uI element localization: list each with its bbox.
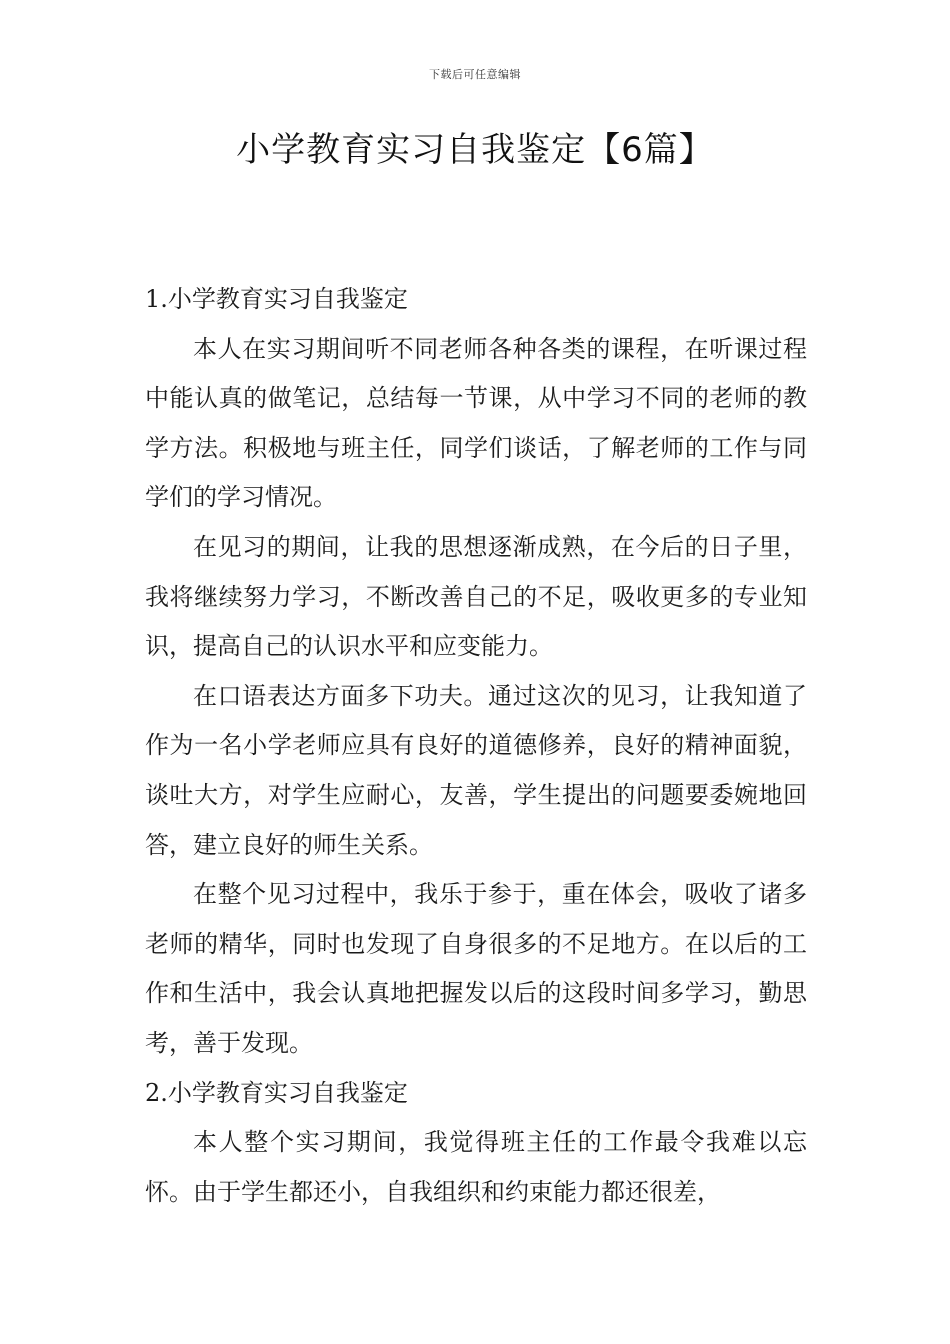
header-watermark: 下载后可任意编辑: [429, 68, 521, 81]
section-1: [145, 275, 807, 1069]
paragraph: 本人在实习期间听不同老师各种各类的课程，在听课过程中能认真的做笔记，总结每一节课，从中学习不同的老师的教学方法。积极地与班主任，同学们谈话，了解老师的工作与同学们的学习情况。: [145, 334, 807, 512]
paragraph: 本人整个实习期间，我觉得班主任的工作最令我难以忘怀。由于学生都还小，自我组织和约束能力都还很差，: [145, 1128, 807, 1206]
section-heading: 2.小学教育实习自我鉴定: [145, 1078, 408, 1107]
document-body: [145, 275, 807, 1217]
paragraph: 在整个见习过程中，我乐于参于，重在体会，吸收了诸多老师的精华，同时也发现了自身很多的不足地方。在以后的工作和生活中，我会认真地把握发以后的这段时间多学习，勤思考，善于发现。: [145, 880, 807, 1057]
section-heading: 1.小学教育实习自我鉴定: [145, 285, 408, 313]
paragraph: 在口语表达方面多下功夫。通过这次的见习，让我知道了作为一名小学老师应具有良好的道德修养，良好的精神面貌，谈吐大方，对学生应耐心，友善，学生提出的问题要委婉地回答，建立良好的师生关系。: [145, 681, 807, 859]
paragraph: 在见习的期间，让我的思想逐渐成熟，在今后的日子里，我将继续努力学习，不断改善自己的不足，吸收更多的专业知识，提高自己的认识水平和应变能力。: [145, 532, 807, 661]
document-title: 小学教育实习自我鉴定【6篇】: [236, 130, 714, 170]
section-2: [145, 1069, 807, 1218]
